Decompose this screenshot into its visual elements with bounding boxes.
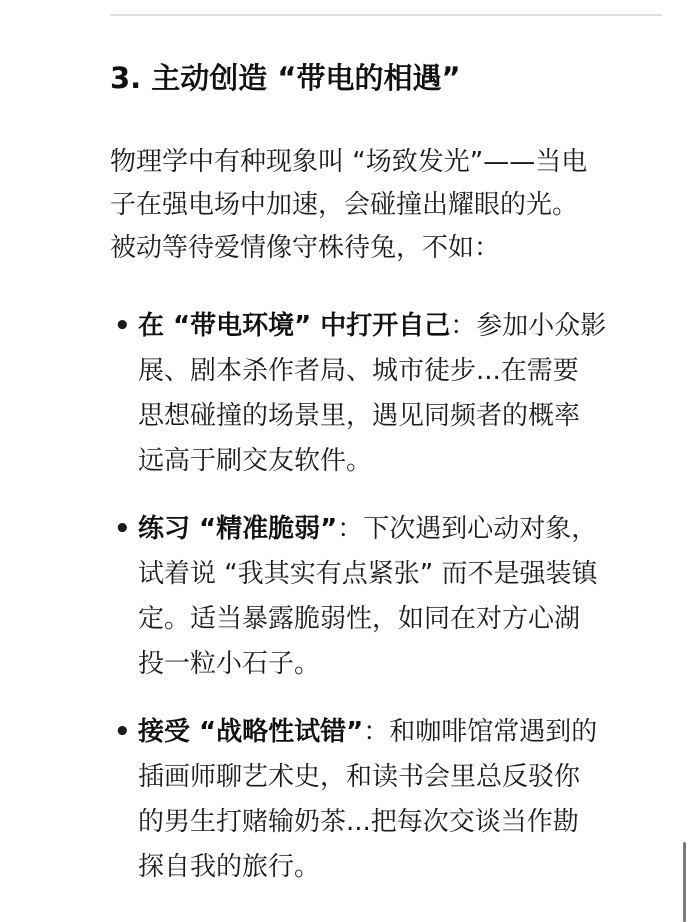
section-heading: 3. 主动创造 “带电的相遇”	[110, 61, 461, 95]
bullet-line: 试着说 “我其实有点紧张” 而不是强装镇	[138, 559, 598, 589]
bullet-text: ：和咖啡馆常遇到的	[363, 717, 598, 747]
bullet-icon: •	[114, 311, 131, 341]
bullet-title: 接受 “战略性试错”	[138, 717, 364, 747]
bullet-line: 的男生打赌输奶茶...把每次交谈当作勘	[138, 807, 579, 837]
bullet-first-line	[138, 304, 670, 349]
intro-line: 子在强电场中加速，会碰撞出耀眼的光。	[110, 190, 579, 220]
bullet-line: 远高于刷交友软件。	[138, 446, 373, 476]
scrollbar[interactable]	[683, 842, 686, 922]
bullet-icon: •	[114, 717, 131, 747]
bullet-line: 投一粒小石子。	[138, 649, 321, 679]
bullet-text: ：下次遇到心动对象，	[337, 514, 598, 544]
bullet-line: 思想碰撞的场景里，遇见同频者的概率	[138, 401, 581, 431]
bullet-line: 展、剧本杀作者局、城市徒步...在需要	[138, 356, 579, 386]
intro-paragraph	[110, 141, 670, 270]
bullet-line: 插画师聊艺术史，和读书会里总反驳你	[138, 762, 581, 792]
bullet-first-line	[138, 507, 670, 552]
bullet-first-line	[138, 710, 670, 755]
bullet-title: 在 “带电环境” 中打开自己	[138, 311, 451, 341]
list-item	[110, 507, 670, 687]
intro-line: 被动等待爱情像守株待兔，不如：	[110, 233, 501, 263]
bullet-line: 定。适当暴露脆弱性，如同在对方心湖	[138, 604, 581, 634]
bullet-line: 探自我的旅行。	[138, 852, 321, 882]
bullet-text: ：参加小众影	[450, 311, 607, 341]
tips-list	[110, 304, 670, 913]
intro-line: 物理学中有种现象叫 “场致发光”——当电	[110, 147, 588, 177]
list-item	[110, 304, 670, 484]
bullet-title: 练习 “精准脆弱”	[138, 514, 338, 544]
bullet-icon: •	[114, 514, 131, 544]
top-divider	[110, 14, 662, 16]
list-item	[110, 710, 670, 890]
